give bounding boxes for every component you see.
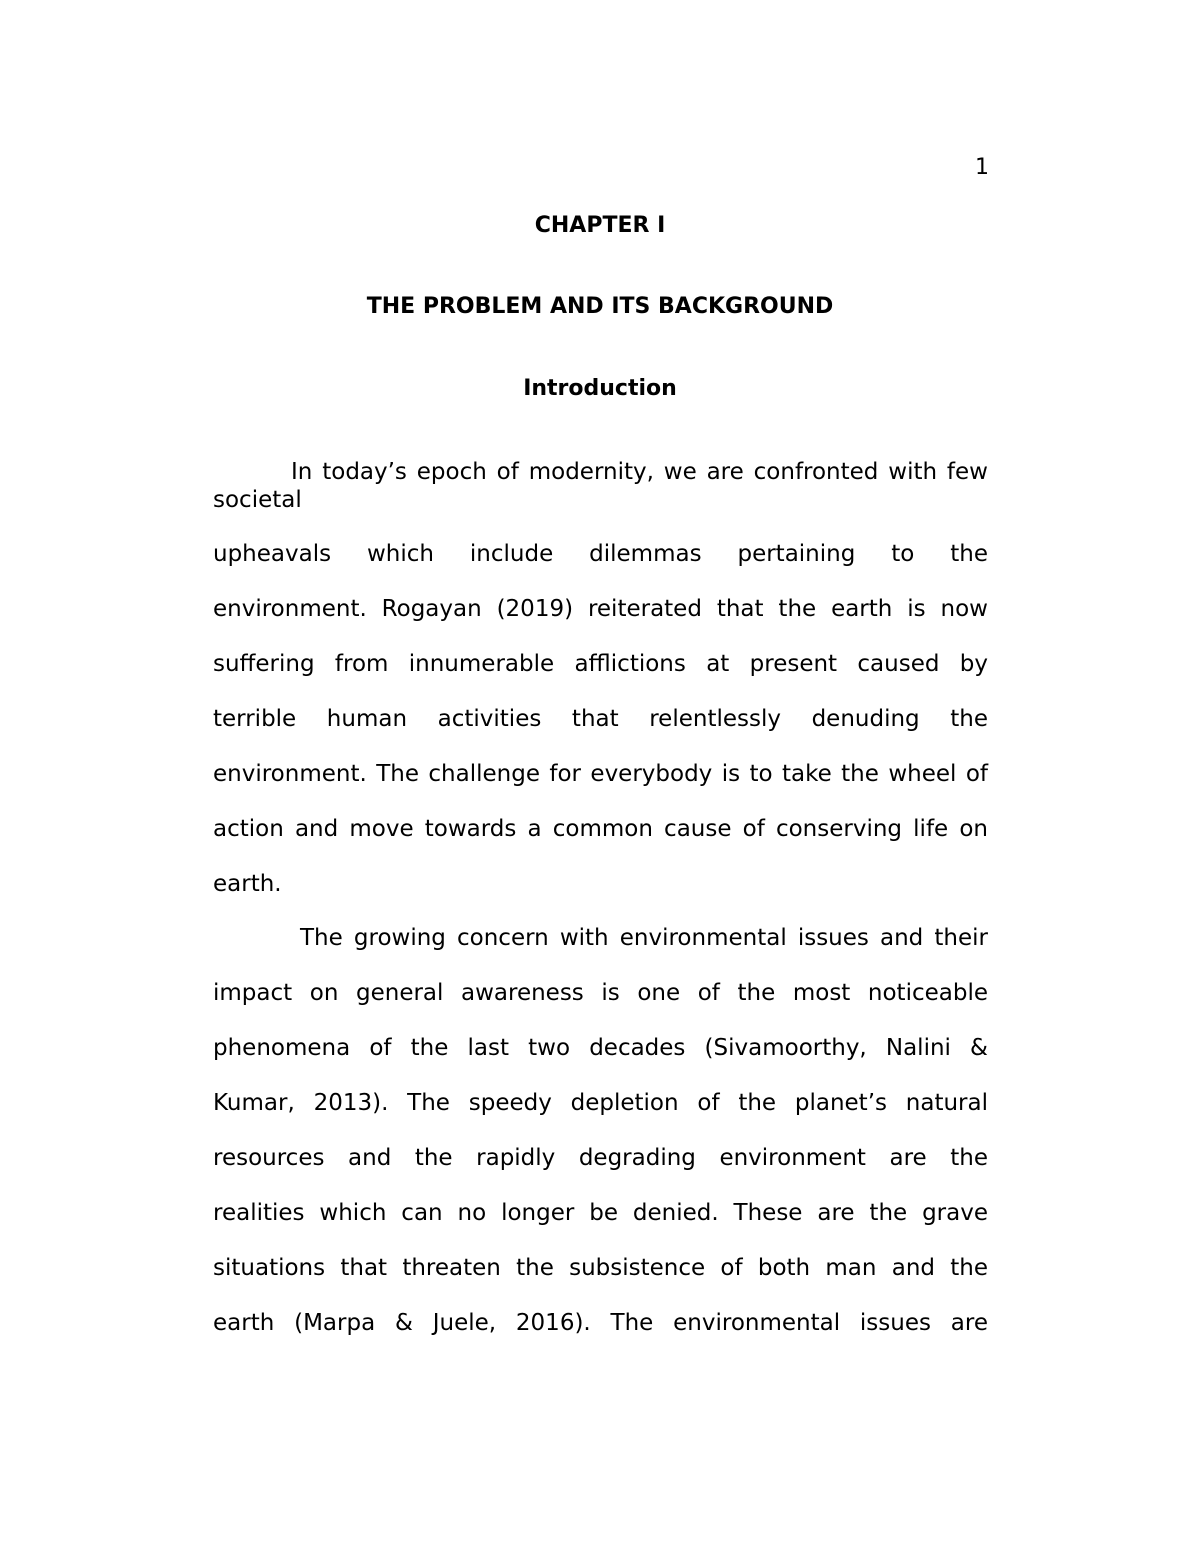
- page-number: 1: [975, 155, 989, 180]
- paragraph-line: The growing concern with environmental issues and their: [300, 925, 988, 951]
- paragraph-line: societal: [213, 487, 302, 513]
- paragraph-line: realities which can no longer be denied. These are the grave: [213, 1200, 988, 1226]
- paragraph-line: situations that threaten the subsistence of both man and the: [213, 1255, 988, 1281]
- paragraph-line: terrible human activities that relentlessly denuding the: [213, 706, 988, 732]
- paragraph-line: environment. The challenge for everybody is to take the wheel of: [213, 761, 988, 787]
- paragraph-line: phenomena of the last two decades (Sivamoorthy, Nalini &: [213, 1035, 988, 1061]
- paragraph-line: suffering from innumerable afflictions at present caused by: [213, 651, 988, 677]
- paragraph-line: impact on general awareness is one of the most noticeable: [213, 980, 988, 1006]
- section-heading: Introduction: [523, 376, 677, 401]
- paragraph-line: resources and the rapidly degrading environment are the: [213, 1145, 988, 1171]
- paragraph-line: environment. Rogayan (2019) reiterated that the earth is now: [213, 596, 988, 622]
- paragraph-line: upheavals which include dilemmas pertaining to the: [213, 541, 988, 567]
- paragraph-line: earth.: [213, 871, 282, 897]
- paragraph-line: earth (Marpa & Juele, 2016). The environmental issues are: [213, 1310, 988, 1336]
- paragraph-line: In today’s epoch of modernity, we are confronted with few: [291, 459, 988, 485]
- paragraph-line: Kumar, 2013). The speedy depletion of the planet’s natural: [213, 1090, 988, 1116]
- chapter-title: THE PROBLEM AND ITS BACKGROUND: [366, 294, 834, 319]
- paragraph-line: action and move towards a common cause of conserving life on: [213, 816, 988, 842]
- chapter-heading: CHAPTER I: [534, 213, 666, 238]
